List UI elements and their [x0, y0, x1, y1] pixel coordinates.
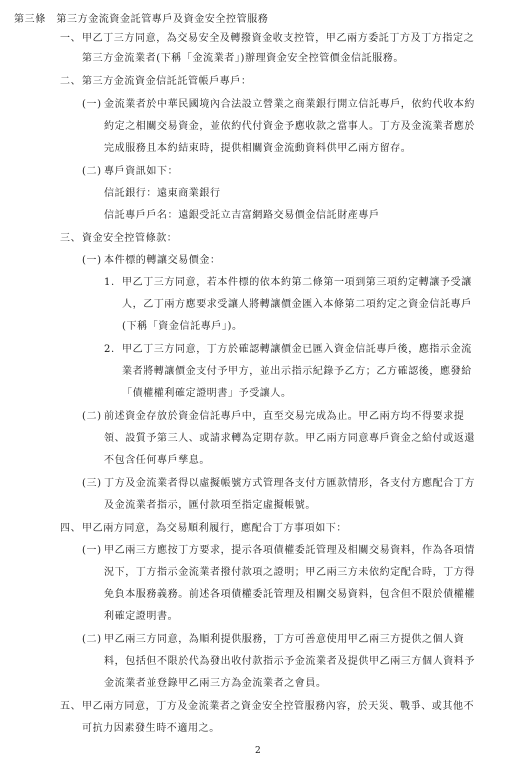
- section-3-title: 資金安全控管條款：: [82, 233, 178, 244]
- article-heading: 第三條 第三方金流資金託管專戶及資金安全控管服務: [14, 14, 269, 25]
- section-3-item-1-title: 本件標的轉讓交易價金：: [104, 255, 221, 266]
- section-4-item-1-line-1: 甲乙兩三方應按丁方要求，提示各項債權委託管理及相關交易資料，作為各項情: [104, 545, 475, 556]
- section-2-item-1-line-3: 完成服務且本約結束時，提供相關資金流動資料供甲乙兩方留存。: [104, 143, 412, 154]
- clause-1-line-3: (下稱「資金信託專戶」)。: [122, 321, 243, 332]
- clause-1-line-1: 甲乙丁三方同意，若本件標的依本約第二條第一項到第三項約定轉讓予受讓: [122, 277, 472, 288]
- section-2-item-1-line-1: 金流業者於中華民國境內合法設立營業之商業銀行開立信託專戶，依約代收本約: [104, 99, 475, 110]
- section-4-item-2-label: (二): [82, 634, 102, 645]
- trust-bank-name: 信託銀行：遠東商業銀行: [104, 188, 221, 199]
- page-number: 2: [255, 746, 261, 756]
- section-3-item-1-label: (一): [82, 255, 102, 266]
- section-4-item-2-line-3: 金流業者並登錄甲乙兩三方為金流業者之會員。: [104, 678, 327, 689]
- section-5-line-1: 甲乙兩方同意，丁方及金流業者之資金安全控管服務內容，於天災、戰爭、或其他不: [82, 701, 475, 712]
- section-2-item-2-title: 專戶資訊如下：: [104, 166, 179, 177]
- section-4-item-1-line-4: 利確定證明書。: [104, 611, 179, 622]
- section-4-item-2-line-1: 甲乙兩三方同意，為順利提供服務，丁方可善意使用甲乙兩三方提供之個人資: [104, 634, 465, 645]
- section-3-item-3-line-2: 及金流業者指示，匯付款項至指定虛擬帳號。: [104, 500, 316, 511]
- clause-1-line-2: 人，乙丁兩方應要求受讓人將轉讓價金匯入本條第二項約定之資金信託專戶: [122, 299, 472, 310]
- section-4-item-1-line-3: 免負本服務義務。前述各項債權委託管理及相關交易資料，包含但不限於債權權: [104, 589, 475, 600]
- clause-2-number: 2.: [104, 344, 115, 355]
- section-4-item-1-label: (一): [82, 545, 102, 556]
- section-5-label: 五、: [60, 701, 82, 712]
- clause-2-line-3: 「債權權利確定證明書」予受讓人。: [122, 388, 292, 399]
- clause-2-line-1: 甲乙丁三方同意，丁方於確認轉讓價金已匯入資金信託專戶後，應指示金流: [122, 344, 472, 355]
- section-3-item-2-label: (二): [82, 411, 102, 422]
- section-3-item-2-line-2: 領、設質予第三人、或請求轉為定期存款。甲乙兩方同意專戶資金之給付或返還: [104, 433, 475, 444]
- section-1-line-2: 第三方金流業者(下稱「金流業者」)辦理資金安全控管價金信託服務。: [82, 53, 405, 64]
- section-2-label: 二、: [60, 76, 82, 87]
- section-2-item-2-label: (二): [82, 166, 102, 177]
- section-2-item-1-line-2: 約定之相關交易資金，並依約代付資金予應收款之當事人。丁方及金流業者應於: [104, 121, 475, 132]
- section-3-item-3-line-1: 丁方及金流業者得以虛擬帳號方式管理各支付方匯款情形，各支付方應配合丁方: [104, 478, 475, 489]
- section-2-item-1-label: (一): [82, 99, 102, 110]
- clause-1-number: 1.: [104, 277, 115, 288]
- section-4-item-2-line-2: 料，包括但不限於代為發出收付款指示予金流業者及提供甲乙兩三方個人資料予: [104, 656, 475, 667]
- section-1-label: 一、: [60, 33, 82, 44]
- section-1-line-1: 甲乙丁三方同意，為交易安全及轉撥資金收支控管，甲乙兩方委託丁方及丁方指定之: [82, 33, 475, 44]
- section-3-item-3-label: (三): [82, 478, 102, 489]
- trust-account-name: 信託專戶戶名：遠銀受託立吉富網路交易價金信託財產專戶: [104, 210, 380, 221]
- section-2-title: 第三方金流資金信託託管帳戶專戶：: [82, 76, 252, 87]
- section-3-item-2-line-3: 不包含任何專戶孳息。: [104, 455, 210, 466]
- section-4-item-1-line-2: 況下，丁方指示金流業者撥付款項之證明；甲乙兩三方未依約定配合時，丁方得: [104, 567, 475, 578]
- clause-2-line-2: 業者將轉讓價金支付予甲方，並出示指示紀錄予乙方；乙方確認後，應發給: [122, 366, 472, 377]
- section-5-line-2: 可抗力因素發生時不適用之。: [82, 723, 220, 734]
- section-4-title: 甲乙兩方同意，為交易順利履行，應配合丁方事項如下：: [82, 523, 347, 534]
- section-4-label: 四、: [60, 523, 82, 534]
- section-3-label: 三、: [60, 233, 82, 244]
- section-3-item-2-line-1: 前述資金存放於資金信託專戶中，直至交易完成為止。甲乙兩方均不得要求提: [104, 411, 465, 422]
